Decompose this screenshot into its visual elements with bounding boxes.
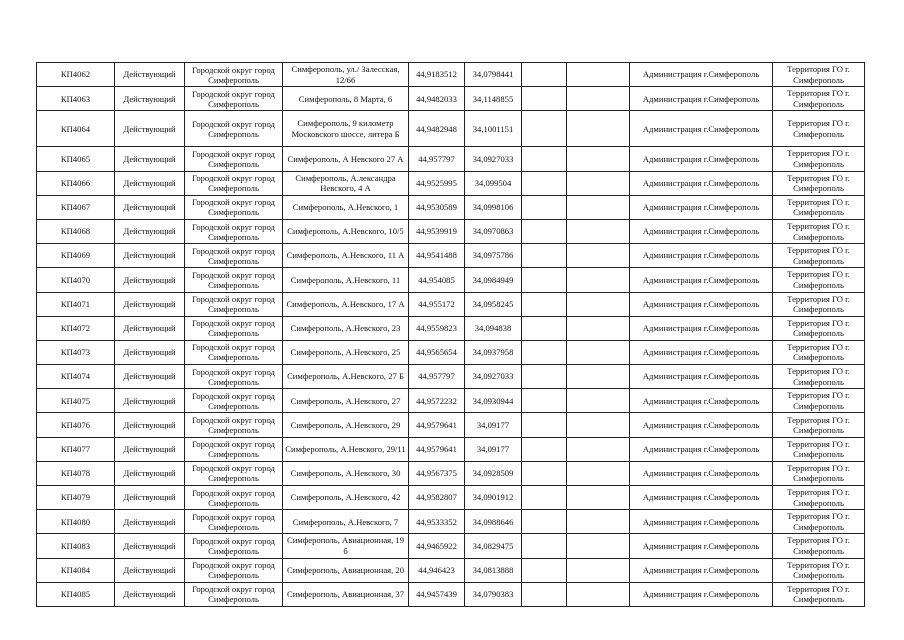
table-row — [37, 111, 865, 147]
address-cell: Симферополь, А.Невского, 29/11 — [283, 437, 409, 461]
point-code-cell: КП4079 — [37, 486, 115, 510]
status-cell: Действующий — [115, 534, 185, 558]
longitude-cell: 34,099504 — [465, 171, 522, 195]
address-cell: Симферополь, Авиационная, 37 — [283, 582, 409, 606]
territory-cell: Территория ГО г. Симферополь — [773, 244, 865, 268]
longitude-cell: 34,0901912 — [465, 486, 522, 510]
territory-cell: Территория ГО г. Симферополь — [773, 268, 865, 292]
point-code-cell: КП4084 — [37, 558, 115, 582]
latitude-cell: 44,9579641 — [409, 413, 465, 437]
table-row — [37, 171, 865, 195]
empty-cell — [522, 292, 567, 316]
status-cell: Действующий — [115, 147, 185, 171]
latitude-cell: 44,9183512 — [409, 63, 465, 87]
status-cell: Действующий — [115, 510, 185, 534]
territory-cell: Территория ГО г. Симферополь — [773, 63, 865, 87]
status-cell: Действующий — [115, 389, 185, 413]
latitude-cell: 44,946423 — [409, 558, 465, 582]
administration-cell: Администрация г.Симферополь — [630, 111, 773, 147]
longitude-cell: 34,0798441 — [465, 63, 522, 87]
territory-cell: Территория ГО г. Симферополь — [773, 582, 865, 606]
status-cell: Действующий — [115, 340, 185, 364]
empty-cell — [522, 461, 567, 485]
administration-cell: Администрация г.Симферополь — [630, 316, 773, 340]
district-cell: Городской округ город Симферополь — [185, 63, 283, 87]
district-cell: Городской округ город Симферополь — [185, 340, 283, 364]
longitude-cell: 34,0970863 — [465, 219, 522, 243]
table-row — [37, 87, 865, 111]
empty-cell — [522, 244, 567, 268]
address-cell: Симферополь, А.Невского, 17 А — [283, 292, 409, 316]
district-cell: Городской округ город Симферополь — [185, 219, 283, 243]
point-code-cell: КП4063 — [37, 87, 115, 111]
longitude-cell: 34,1148855 — [465, 87, 522, 111]
empty-cell — [522, 268, 567, 292]
empty-cell — [522, 147, 567, 171]
address-cell: Симферополь, А.Невского, 10/5 — [283, 219, 409, 243]
empty-cell — [522, 219, 567, 243]
point-code-cell: КП4075 — [37, 389, 115, 413]
district-cell: Городской округ город Симферополь — [185, 292, 283, 316]
latitude-cell: 44,9565654 — [409, 340, 465, 364]
address-cell: Симферополь, А.Невского, 42 — [283, 486, 409, 510]
latitude-cell: 44,9559823 — [409, 316, 465, 340]
empty-cell — [522, 437, 567, 461]
empty-cell — [567, 510, 630, 534]
empty-cell — [522, 413, 567, 437]
latitude-cell: 44,9539919 — [409, 219, 465, 243]
latitude-cell: 44,9482033 — [409, 87, 465, 111]
administration-cell: Администрация г.Симферополь — [630, 461, 773, 485]
territory-cell: Территория ГО г. Симферополь — [773, 195, 865, 219]
district-cell: Городской округ город Симферополь — [185, 87, 283, 111]
longitude-cell: 34,094838 — [465, 316, 522, 340]
address-cell: Симферополь, 8 Марта, 6 — [283, 87, 409, 111]
territory-cell: Территория ГО г. Симферополь — [773, 413, 865, 437]
administration-cell: Администрация г.Симферополь — [630, 195, 773, 219]
administration-cell: Администрация г.Симферополь — [630, 365, 773, 389]
latitude-cell: 44,9530589 — [409, 195, 465, 219]
status-cell: Действующий — [115, 63, 185, 87]
territory-cell: Территория ГО г. Симферополь — [773, 340, 865, 364]
point-code-cell: КП4085 — [37, 582, 115, 606]
territory-cell: Территория ГО г. Симферополь — [773, 437, 865, 461]
empty-cell — [567, 219, 630, 243]
address-cell: Симферополь, ул./ Залесская, 12/66 — [283, 63, 409, 87]
table-row — [37, 292, 865, 316]
administration-cell: Администрация г.Симферополь — [630, 582, 773, 606]
empty-cell — [567, 582, 630, 606]
table-row — [37, 389, 865, 413]
table-body — [37, 63, 865, 607]
address-cell: Симферополь, А.Невского, 7 — [283, 510, 409, 534]
district-cell: Городской округ город Симферополь — [185, 461, 283, 485]
empty-cell — [567, 87, 630, 111]
latitude-cell: 44,9567375 — [409, 461, 465, 485]
district-cell: Городской округ город Симферополь — [185, 195, 283, 219]
empty-cell — [522, 111, 567, 147]
point-code-cell: КП4080 — [37, 510, 115, 534]
longitude-cell: 34,0927033 — [465, 147, 522, 171]
table-row — [37, 244, 865, 268]
administration-cell: Администрация г.Симферополь — [630, 534, 773, 558]
empty-cell — [522, 582, 567, 606]
status-cell: Действующий — [115, 195, 185, 219]
district-cell: Городской округ город Симферополь — [185, 413, 283, 437]
status-cell: Действующий — [115, 292, 185, 316]
status-cell: Действующий — [115, 413, 185, 437]
empty-cell — [567, 316, 630, 340]
status-cell: Действующий — [115, 365, 185, 389]
table-row — [37, 486, 865, 510]
address-cell: Симферополь, А.Невского, 11 — [283, 268, 409, 292]
empty-cell — [567, 268, 630, 292]
longitude-cell: 34,09177 — [465, 437, 522, 461]
point-code-cell: КП4062 — [37, 63, 115, 87]
address-cell: Симферополь, 9 километр Московского шоссе, литера Б — [283, 111, 409, 147]
longitude-cell: 34,0790383 — [465, 582, 522, 606]
district-cell: Городской округ город Симферополь — [185, 111, 283, 147]
administration-cell: Администрация г.Симферополь — [630, 558, 773, 582]
status-cell: Действующий — [115, 558, 185, 582]
table-row — [37, 582, 865, 606]
empty-cell — [522, 87, 567, 111]
longitude-cell: 34,0829475 — [465, 534, 522, 558]
district-cell: Городской округ город Симферополь — [185, 437, 283, 461]
table-row — [37, 219, 865, 243]
empty-cell — [567, 292, 630, 316]
territory-cell: Территория ГО г. Симферополь — [773, 171, 865, 195]
administration-cell: Администрация г.Симферополь — [630, 486, 773, 510]
longitude-cell: 34,0958245 — [465, 292, 522, 316]
administration-cell: Администрация г.Симферополь — [630, 510, 773, 534]
address-cell: Симферополь, А.Невского, 11 А — [283, 244, 409, 268]
table-row — [37, 534, 865, 558]
latitude-cell: 44,9541488 — [409, 244, 465, 268]
district-cell: Городской округ город Симферополь — [185, 534, 283, 558]
longitude-cell: 34,0813888 — [465, 558, 522, 582]
point-code-cell: КП4083 — [37, 534, 115, 558]
empty-cell — [522, 316, 567, 340]
empty-cell — [522, 365, 567, 389]
latitude-cell: 44,9457439 — [409, 582, 465, 606]
point-code-cell: КП4070 — [37, 268, 115, 292]
territory-cell: Территория ГО г. Симферополь — [773, 534, 865, 558]
point-code-cell: КП4077 — [37, 437, 115, 461]
point-code-cell: КП4064 — [37, 111, 115, 147]
address-cell: Симферополь, Авиационная, 19 б — [283, 534, 409, 558]
district-cell: Городской округ город Симферополь — [185, 268, 283, 292]
point-code-cell: КП4069 — [37, 244, 115, 268]
table-row — [37, 510, 865, 534]
empty-cell — [522, 534, 567, 558]
address-cell: Симферополь, А.Невского, 27 Б — [283, 365, 409, 389]
address-cell: Симферополь, А.Невского, 29 — [283, 413, 409, 437]
point-code-cell: КП4073 — [37, 340, 115, 364]
table-row — [37, 63, 865, 87]
empty-cell — [567, 437, 630, 461]
address-cell: Симферополь, А.Невского, 27 — [283, 389, 409, 413]
longitude-cell: 34,0930944 — [465, 389, 522, 413]
administration-cell: Администрация г.Симферополь — [630, 171, 773, 195]
territory-cell: Территория ГО г. Симферополь — [773, 461, 865, 485]
empty-cell — [522, 558, 567, 582]
address-cell: Симферополь, А Невского 27 А — [283, 147, 409, 171]
address-cell: Симферополь, А.Невского, 25 — [283, 340, 409, 364]
territory-cell: Территория ГО г. Симферополь — [773, 292, 865, 316]
point-code-cell: КП4078 — [37, 461, 115, 485]
administration-cell: Администрация г.Симферополь — [630, 437, 773, 461]
latitude-cell: 44,9525995 — [409, 171, 465, 195]
empty-cell — [567, 171, 630, 195]
point-code-cell: КП4074 — [37, 365, 115, 389]
territory-cell: Территория ГО г. Симферополь — [773, 316, 865, 340]
district-cell: Городской округ город Симферополь — [185, 389, 283, 413]
district-cell: Городской округ город Симферополь — [185, 244, 283, 268]
status-cell: Действующий — [115, 316, 185, 340]
district-cell: Городской округ город Симферополь — [185, 510, 283, 534]
table-row — [37, 147, 865, 171]
territory-cell: Территория ГО г. Симферополь — [773, 486, 865, 510]
empty-cell — [567, 63, 630, 87]
status-cell: Действующий — [115, 219, 185, 243]
status-cell: Действующий — [115, 437, 185, 461]
administration-cell: Администрация г.Симферополь — [630, 292, 773, 316]
territory-cell: Территория ГО г. Симферополь — [773, 389, 865, 413]
administration-cell: Администрация г.Симферополь — [630, 147, 773, 171]
table-row — [37, 461, 865, 485]
point-code-cell: КП4066 — [37, 171, 115, 195]
latitude-cell: 44,954085 — [409, 268, 465, 292]
administration-cell: Администрация г.Симферополь — [630, 87, 773, 111]
administration-cell: Администрация г.Симферополь — [630, 340, 773, 364]
empty-cell — [567, 195, 630, 219]
empty-cell — [567, 486, 630, 510]
district-cell: Городской округ город Симферополь — [185, 147, 283, 171]
table-row — [37, 340, 865, 364]
latitude-cell: 44,957797 — [409, 147, 465, 171]
registry-table — [36, 62, 865, 607]
district-cell: Городской округ город Симферополь — [185, 171, 283, 195]
empty-cell — [522, 171, 567, 195]
latitude-cell: 44,9465922 — [409, 534, 465, 558]
address-cell: Симферополь, А.Невского, 30 — [283, 461, 409, 485]
latitude-cell: 44,9482948 — [409, 111, 465, 147]
empty-cell — [522, 195, 567, 219]
table-row — [37, 413, 865, 437]
territory-cell: Территория ГО г. Симферополь — [773, 147, 865, 171]
empty-cell — [522, 389, 567, 413]
empty-cell — [567, 340, 630, 364]
empty-cell — [567, 365, 630, 389]
territory-cell: Территория ГО г. Симферополь — [773, 365, 865, 389]
territory-cell: Территория ГО г. Симферополь — [773, 510, 865, 534]
empty-cell — [567, 389, 630, 413]
point-code-cell: КП4072 — [37, 316, 115, 340]
territory-cell: Территория ГО г. Симферополь — [773, 111, 865, 147]
status-cell: Действующий — [115, 87, 185, 111]
longitude-cell: 34,0928509 — [465, 461, 522, 485]
district-cell: Городской округ город Симферополь — [185, 486, 283, 510]
latitude-cell: 44,9572232 — [409, 389, 465, 413]
longitude-cell: 34,0975786 — [465, 244, 522, 268]
territory-cell: Территория ГО г. Симферополь — [773, 87, 865, 111]
longitude-cell: 34,0998106 — [465, 195, 522, 219]
administration-cell: Администрация г.Симферополь — [630, 389, 773, 413]
empty-cell — [567, 461, 630, 485]
empty-cell — [567, 534, 630, 558]
district-cell: Городской округ город Симферополь — [185, 316, 283, 340]
address-cell: Симферополь, А.Невского, 23 — [283, 316, 409, 340]
latitude-cell: 44,9533352 — [409, 510, 465, 534]
table-row — [37, 437, 865, 461]
latitude-cell: 44,9579641 — [409, 437, 465, 461]
table-row — [37, 316, 865, 340]
administration-cell: Администрация г.Симферополь — [630, 63, 773, 87]
table-row — [37, 195, 865, 219]
point-code-cell: КП4067 — [37, 195, 115, 219]
empty-cell — [522, 510, 567, 534]
point-code-cell: КП4065 — [37, 147, 115, 171]
empty-cell — [567, 558, 630, 582]
address-cell: Симферополь, Авиационная, 20 — [283, 558, 409, 582]
administration-cell: Администрация г.Симферополь — [630, 268, 773, 292]
district-cell: Городской округ город Симферополь — [185, 365, 283, 389]
longitude-cell: 34,0937958 — [465, 340, 522, 364]
status-cell: Действующий — [115, 461, 185, 485]
empty-cell — [567, 111, 630, 147]
longitude-cell: 34,0988646 — [465, 510, 522, 534]
status-cell: Действующий — [115, 111, 185, 147]
territory-cell: Территория ГО г. Симферополь — [773, 219, 865, 243]
status-cell: Действующий — [115, 244, 185, 268]
longitude-cell: 34,0927033 — [465, 365, 522, 389]
latitude-cell: 44,955172 — [409, 292, 465, 316]
table-row — [37, 268, 865, 292]
administration-cell: Администрация г.Симферополь — [630, 219, 773, 243]
status-cell: Действующий — [115, 582, 185, 606]
table-row — [37, 365, 865, 389]
point-code-cell: КП4068 — [37, 219, 115, 243]
latitude-cell: 44,9582807 — [409, 486, 465, 510]
administration-cell: Администрация г.Симферополь — [630, 413, 773, 437]
longitude-cell: 34,09177 — [465, 413, 522, 437]
address-cell: Симферополь, А.лександра Невского, 4 А — [283, 171, 409, 195]
empty-cell — [522, 63, 567, 87]
table-row — [37, 558, 865, 582]
empty-cell — [522, 340, 567, 364]
address-cell: Симферополь, А.Невского, 1 — [283, 195, 409, 219]
status-cell: Действующий — [115, 486, 185, 510]
empty-cell — [522, 486, 567, 510]
empty-cell — [567, 413, 630, 437]
status-cell: Действующий — [115, 171, 185, 195]
point-code-cell: КП4071 — [37, 292, 115, 316]
district-cell: Городской округ город Симферополь — [185, 582, 283, 606]
status-cell: Действующий — [115, 268, 185, 292]
empty-cell — [567, 244, 630, 268]
point-code-cell: КП4076 — [37, 413, 115, 437]
longitude-cell: 34,1001151 — [465, 111, 522, 147]
latitude-cell: 44,957797 — [409, 365, 465, 389]
administration-cell: Администрация г.Симферополь — [630, 244, 773, 268]
longitude-cell: 34,0984949 — [465, 268, 522, 292]
district-cell: Городской округ город Симферополь — [185, 558, 283, 582]
territory-cell: Территория ГО г. Симферополь — [773, 558, 865, 582]
empty-cell — [567, 147, 630, 171]
